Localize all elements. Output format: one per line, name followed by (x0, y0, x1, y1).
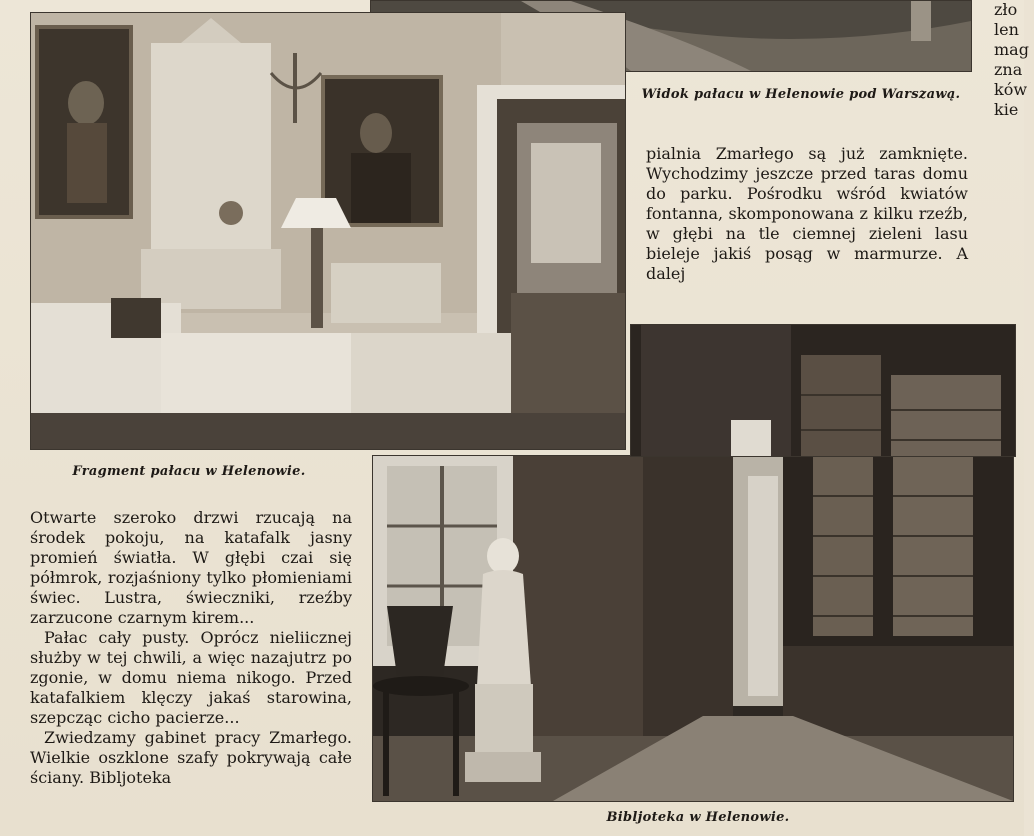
caption-salon-fragment: Fragment pałacu w Helenowie. (72, 464, 306, 479)
salon-interior-photo (30, 12, 626, 450)
fragment-line: zna (994, 60, 1023, 79)
paragraph-right: pialnia Zmarłego są już zamknięte. Wychodzimy jeszcze przed taras domu do parku. Pośrodku wśród kwiatów fontanna, skomponowana z kilku rzeźb, w głębi na tle ciemnej zieleni lasu bieleje jakiś posąg w marmurze. A dalej (646, 144, 968, 283)
fragment-line: mag (994, 40, 1029, 59)
paragraph-left-3: Zwiedzamy gabinet pracy Zmarłego. Wielkie oszklone szafy pokrywają całe ściany. Bibljoteka (30, 728, 352, 787)
article-text-left (30, 508, 352, 788)
library-upper-photo (630, 324, 1016, 457)
paragraph-left-2: Pałac cały pusty. Oprócz nieliicznej służby w tej chwili, a więc nazajutrz po zgonie, w domu niema nikogo. Przed katafalkiem klęczy jakaś starowina, szepcząc cicho pacierze... (30, 628, 352, 727)
caption-palace-view: Widok pałacu w Helenowie pod Warszawą. (641, 87, 961, 102)
article-text-far-right (994, 0, 1034, 120)
paragraph-left-1: Otwarte szeroko drzwi rzucają na środek pokoju, na katafalk jasny promień światła. W głębi czai się półmrok, rozjaśniony tylko płomieniami świec. Lustra, świeczniki, rzeźby zarzucone czarnym kirem... (30, 508, 352, 627)
fragment-line: zło (994, 0, 1018, 19)
fragment-line: len (994, 20, 1019, 39)
fragment-line: ków (994, 80, 1028, 99)
fragment-line: kie (994, 100, 1019, 119)
caption-library: Bibljoteka w Helenowie. (606, 810, 790, 825)
article-text-right (646, 144, 968, 284)
library-photo (372, 455, 1014, 802)
